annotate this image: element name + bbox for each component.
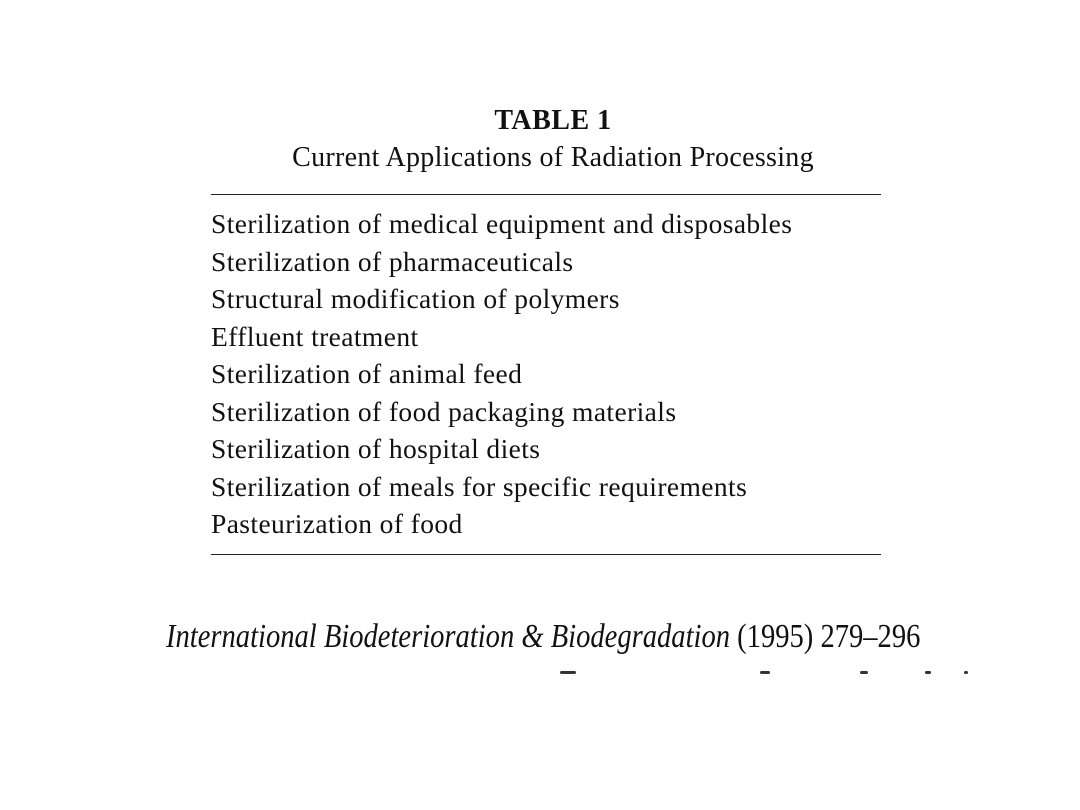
table-block — [211, 104, 881, 555]
table-caption: Current Applications of Radiation Processing — [292, 142, 814, 173]
table-bottom-rule — [211, 554, 881, 555]
table-row: Sterilization of hospital diets — [211, 433, 541, 464]
table-row: Pasteurization of food — [211, 508, 463, 539]
citation-details: (1995) 279–296 — [730, 618, 921, 655]
table-row: Sterilization of animal feed — [211, 358, 523, 389]
citation-journal: International Biodeterioration & Biodegradation — [166, 618, 731, 655]
table-row: Sterilization of pharmaceuticals — [211, 245, 574, 277]
table-row: Sterilization of food packaging materials — [211, 395, 677, 427]
table-row: Sterilization of medical equipment and disposables — [211, 208, 793, 239]
cropped-text-fragment — [560, 668, 980, 676]
table-row: Sterilization of meals for specific requirements — [211, 470, 748, 502]
table-top-rule — [211, 194, 881, 195]
citation — [166, 615, 920, 659]
table-label: TABLE 1 — [494, 105, 612, 136]
table-row: Structural modification of polymers — [211, 283, 620, 314]
table-rows — [211, 205, 881, 543]
table-row: Effluent treatment — [211, 320, 419, 352]
